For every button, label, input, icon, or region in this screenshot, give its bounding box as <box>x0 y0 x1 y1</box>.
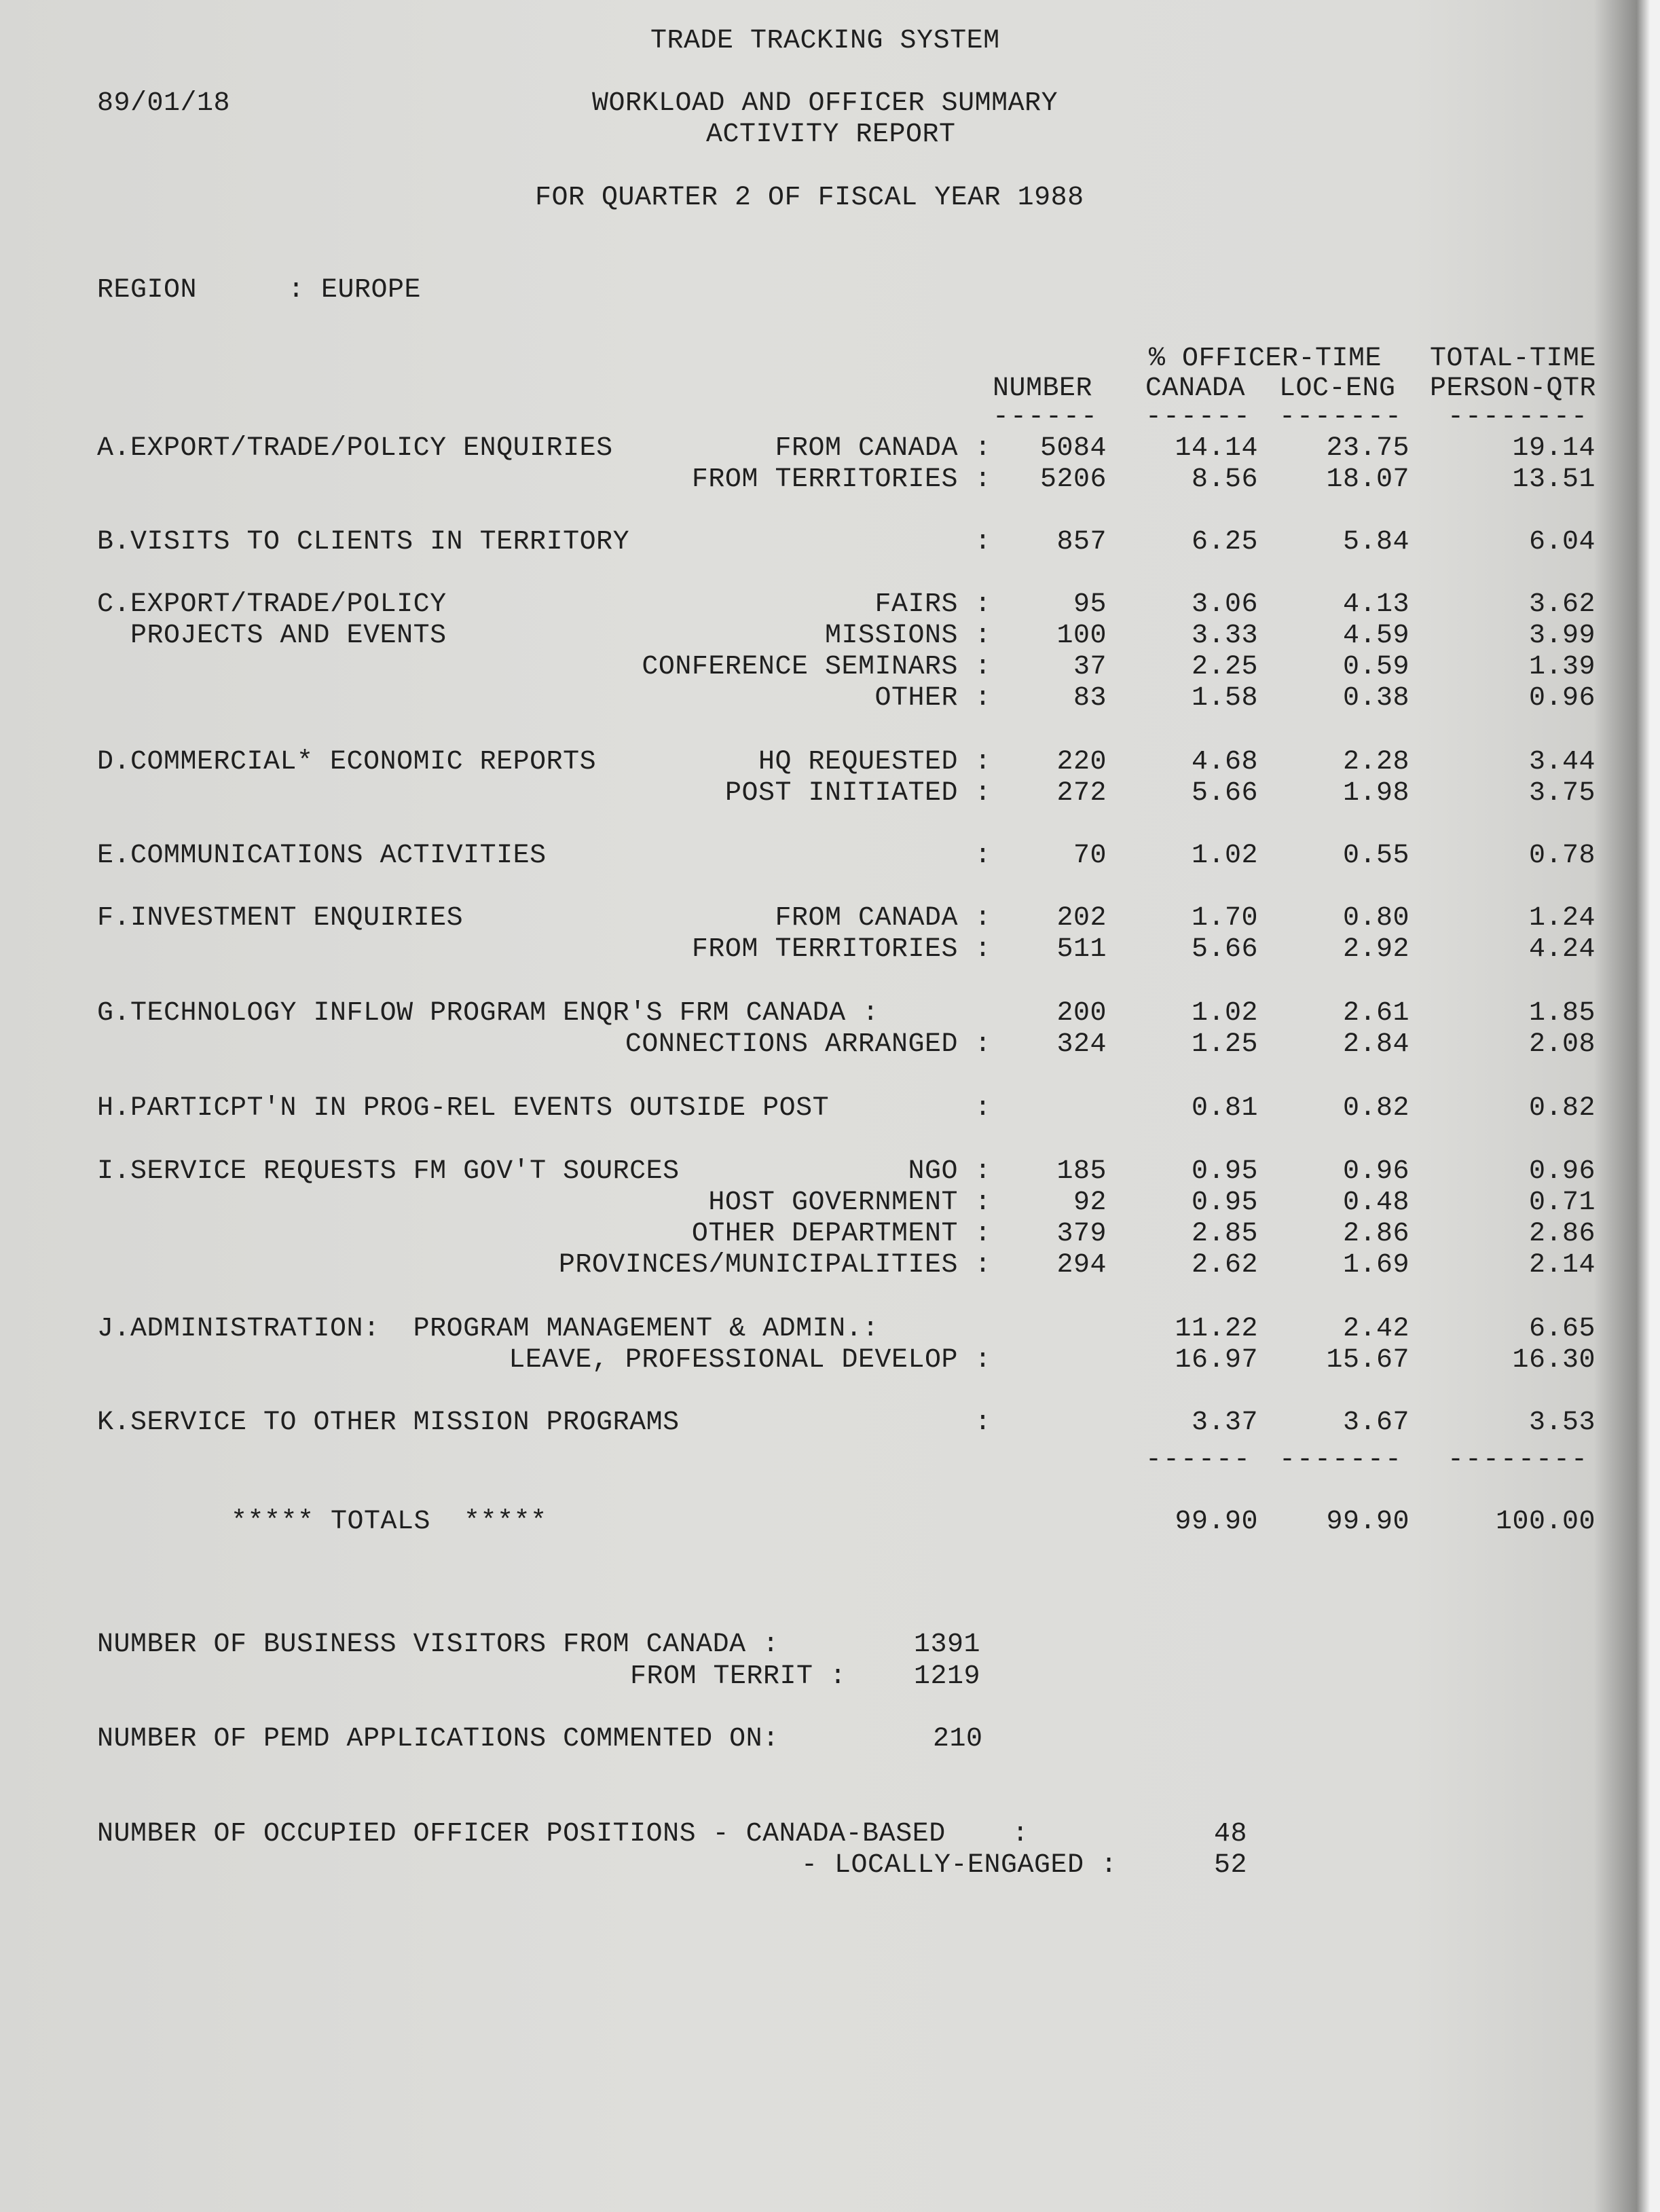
row-person-qtr: 13.51 <box>1512 464 1596 495</box>
row-label: B.VISITS TO CLIENTS IN TERRITORY <box>97 527 630 557</box>
row-canada: 1.02 <box>1191 998 1258 1029</box>
row-sublabel: OTHER : <box>874 683 991 714</box>
row-loc-eng: 2.92 <box>1342 934 1409 965</box>
report-period: FOR QUARTER 2 OF FISCAL YEAR 1988 <box>535 183 1084 213</box>
row-loc-eng: 0.48 <box>1342 1187 1409 1218</box>
row-person-qtr: 2.14 <box>1528 1250 1596 1280</box>
report-subtitle: ACTIVITY REPORT <box>706 119 956 150</box>
row-sublabel: FAIRS : <box>874 589 991 620</box>
header-total-time: TOTAL-TIME <box>1430 344 1597 374</box>
row-canada: 4.68 <box>1191 747 1258 777</box>
row-canada: 3.37 <box>1191 1407 1258 1438</box>
totals-label: ***** TOTALS ***** <box>231 1507 547 1537</box>
row-label: C.EXPORT/TRADE/POLICY <box>97 589 447 620</box>
row-sublabel: POST INITIATED : <box>724 778 991 809</box>
row-label: K.SERVICE TO OTHER MISSION PROGRAMS <box>97 1407 680 1438</box>
row-sublabel: FROM TERRITORIES : <box>691 464 991 495</box>
row-canada: 5.66 <box>1191 778 1258 809</box>
row-loc-eng: 0.38 <box>1342 683 1409 714</box>
positions-label: NUMBER OF OCCUPIED OFFICER POSITIONS - CANADA-BASED : <box>97 1819 1029 1849</box>
system-title: TRADE TRACKING SYSTEM <box>650 26 1000 56</box>
row-loc-eng: 2.28 <box>1342 747 1409 777</box>
row-number: 324 <box>1056 1029 1107 1060</box>
row-person-qtr: 19.14 <box>1512 433 1596 464</box>
row-canada: 1.70 <box>1191 903 1258 934</box>
dash-canada: ------ <box>1145 402 1252 432</box>
row-sublabel: CONFERENCE SEMINARS : <box>642 652 991 682</box>
row-sublabel: HOST GOVERNMENT : <box>708 1187 991 1218</box>
row-sublabel: : <box>974 1407 991 1438</box>
header-number: NUMBER <box>993 373 1093 404</box>
row-label: A.EXPORT/TRADE/POLICY ENQUIRIES <box>97 433 613 464</box>
row-number: 5206 <box>1039 464 1107 495</box>
region-value: : EUROPE <box>288 275 422 306</box>
row-sublabel: : <box>974 841 991 871</box>
row-person-qtr: 3.53 <box>1528 1407 1596 1438</box>
total-dash-loc-eng: ------- <box>1279 1445 1403 1475</box>
row-loc-eng: 1.69 <box>1342 1250 1409 1280</box>
row-person-qtr: 1.85 <box>1528 998 1596 1029</box>
report-title: WORKLOAD AND OFFICER SUMMARY <box>592 88 1058 119</box>
row-canada: 1.02 <box>1191 841 1258 871</box>
row-loc-eng: 15.67 <box>1326 1345 1409 1376</box>
row-label: I.SERVICE REQUESTS FM GOV'T SOURCES <box>97 1156 680 1187</box>
row-canada: 3.33 <box>1191 621 1258 651</box>
row-person-qtr: 3.62 <box>1528 589 1596 620</box>
row-person-qtr: 3.75 <box>1528 778 1596 809</box>
row-canada: 16.97 <box>1175 1345 1258 1376</box>
visitors-label: NUMBER OF BUSINESS VISITORS FROM CANADA : <box>97 1629 779 1660</box>
total-dash-person-qtr: -------- <box>1447 1445 1589 1475</box>
header-loc-eng: LOC-ENG <box>1279 373 1396 404</box>
row-loc-eng: 2.86 <box>1342 1219 1409 1249</box>
pemd-label: NUMBER OF PEMD APPLICATIONS COMMENTED ON: <box>97 1724 779 1754</box>
row-person-qtr: 6.04 <box>1528 527 1596 557</box>
row-canada: 3.06 <box>1191 589 1258 620</box>
row-loc-eng: 0.82 <box>1342 1093 1409 1124</box>
visitors-territ: 1219 <box>914 1661 981 1692</box>
dash-number: ------ <box>993 402 1099 432</box>
row-loc-eng: 5.84 <box>1342 527 1409 557</box>
totals-canada: 99.90 <box>1175 1507 1258 1537</box>
total-dash-canada: ------ <box>1145 1445 1252 1475</box>
row-person-qtr: 1.24 <box>1528 903 1596 934</box>
totals-loc-eng: 99.90 <box>1326 1507 1409 1537</box>
row-person-qtr: 0.96 <box>1528 1156 1596 1187</box>
row-label: D.COMMERCIAL* ECONOMIC REPORTS <box>97 747 597 777</box>
region-label: REGION <box>97 275 198 306</box>
row-number: 5084 <box>1039 433 1107 464</box>
row-label: E.COMMUNICATIONS ACTIVITIES <box>97 841 547 871</box>
row-number: 185 <box>1056 1156 1107 1187</box>
row-sublabel: PROVINCES/MUNICIPALITIES : <box>558 1250 991 1280</box>
row-loc-eng: 4.13 <box>1342 589 1409 620</box>
row-loc-eng: 0.55 <box>1342 841 1409 871</box>
row-sublabel: FROM TERRITORIES : <box>691 934 991 965</box>
row-person-qtr: 1.39 <box>1528 652 1596 682</box>
row-number: 379 <box>1056 1219 1107 1249</box>
row-label: G.TECHNOLOGY INFLOW PROGRAM ENQR'S FRM CANADA : <box>97 998 879 1029</box>
row-number: 272 <box>1056 778 1107 809</box>
row-loc-eng: 2.42 <box>1342 1314 1409 1344</box>
row-canada: 2.25 <box>1191 652 1258 682</box>
row-sublabel: HQ REQUESTED : <box>758 747 991 777</box>
header-canada: CANADA <box>1145 373 1246 404</box>
row-number: 95 <box>1073 589 1107 620</box>
row-canada: 0.95 <box>1191 1187 1258 1218</box>
positions-local-label: - LOCALLY-ENGAGED : <box>801 1850 1118 1881</box>
row-person-qtr: 0.78 <box>1528 841 1596 871</box>
row-person-qtr: 3.44 <box>1528 747 1596 777</box>
row-person-qtr: 0.82 <box>1528 1093 1596 1124</box>
pemd-value: 210 <box>933 1724 983 1754</box>
row-sublabel: CONNECTIONS ARRANGED : <box>625 1029 991 1060</box>
row-canada: 11.22 <box>1175 1314 1258 1344</box>
header-person-qtr: PERSON-QTR <box>1430 373 1597 404</box>
row-sublabel: MISSIONS : <box>824 621 991 651</box>
row-canada: 1.25 <box>1191 1029 1258 1060</box>
row-person-qtr: 2.86 <box>1528 1219 1596 1249</box>
row-person-qtr: 3.99 <box>1528 621 1596 651</box>
dash-person-qtr: -------- <box>1447 402 1589 432</box>
row-number: 857 <box>1056 527 1107 557</box>
header-officer-time: % OFFICER-TIME <box>1149 344 1382 374</box>
row-canada: 6.25 <box>1191 527 1258 557</box>
row-number: 37 <box>1073 652 1107 682</box>
row-loc-eng: 2.61 <box>1342 998 1409 1029</box>
row-loc-eng: 3.67 <box>1342 1407 1409 1438</box>
row-sublabel: LEAVE, PROFESSIONAL DEVELOP : <box>509 1345 991 1376</box>
report-date: 89/01/18 <box>97 88 231 119</box>
row-loc-eng: 4.59 <box>1342 621 1409 651</box>
positions-local: 52 <box>1214 1850 1248 1881</box>
row-number: 100 <box>1056 621 1107 651</box>
row-number: 200 <box>1056 998 1107 1029</box>
visitors-territ-label: FROM TERRIT : <box>630 1661 847 1692</box>
totals-person-qtr: 100.00 <box>1495 1507 1596 1537</box>
row-label: F.INVESTMENT ENQUIRIES <box>97 903 464 934</box>
row-loc-eng: 18.07 <box>1326 464 1409 495</box>
row-person-qtr: 16.30 <box>1512 1345 1596 1376</box>
row-person-qtr: 0.96 <box>1528 683 1596 714</box>
row-sublabel: OTHER DEPARTMENT : <box>691 1219 991 1249</box>
row-sublabel: : <box>974 527 991 557</box>
row-canada: 0.81 <box>1191 1093 1258 1124</box>
row-sublabel: FROM CANADA : <box>775 903 991 934</box>
row-canada: 5.66 <box>1191 934 1258 965</box>
row-number: 92 <box>1073 1187 1107 1218</box>
dash-loc-eng: ------- <box>1279 402 1403 432</box>
row-label: PROJECTS AND EVENTS <box>97 621 447 651</box>
row-canada: 14.14 <box>1175 433 1258 464</box>
row-label: H.PARTICPT'N IN PROG-REL EVENTS OUTSIDE POST <box>97 1093 830 1124</box>
row-person-qtr: 4.24 <box>1528 934 1596 965</box>
visitors-canada: 1391 <box>914 1629 981 1660</box>
row-number: 70 <box>1073 841 1107 871</box>
row-loc-eng: 1.98 <box>1342 778 1409 809</box>
row-sublabel: FROM CANADA : <box>775 433 991 464</box>
row-canada: 2.62 <box>1191 1250 1258 1280</box>
row-sublabel: : <box>974 1093 991 1124</box>
row-canada: 2.85 <box>1191 1219 1258 1249</box>
row-person-qtr: 2.08 <box>1528 1029 1596 1060</box>
row-canada: 1.58 <box>1191 683 1258 714</box>
positions-canada: 48 <box>1214 1819 1248 1849</box>
row-number: 294 <box>1056 1250 1107 1280</box>
row-canada: 0.95 <box>1191 1156 1258 1187</box>
row-loc-eng: 0.96 <box>1342 1156 1409 1187</box>
row-canada: 8.56 <box>1191 464 1258 495</box>
row-loc-eng: 0.80 <box>1342 903 1409 934</box>
row-person-qtr: 0.71 <box>1528 1187 1596 1218</box>
row-number: 220 <box>1056 747 1107 777</box>
row-loc-eng: 2.84 <box>1342 1029 1409 1060</box>
row-person-qtr: 6.65 <box>1528 1314 1596 1344</box>
row-loc-eng: 23.75 <box>1326 433 1409 464</box>
row-number: 83 <box>1073 683 1107 714</box>
row-loc-eng: 0.59 <box>1342 652 1409 682</box>
row-number: 202 <box>1056 903 1107 934</box>
row-number: 511 <box>1056 934 1107 965</box>
row-label: J.ADMINISTRATION: PROGRAM MANAGEMENT & ADMIN.: <box>97 1314 879 1344</box>
row-sublabel: NGO : <box>908 1156 991 1187</box>
